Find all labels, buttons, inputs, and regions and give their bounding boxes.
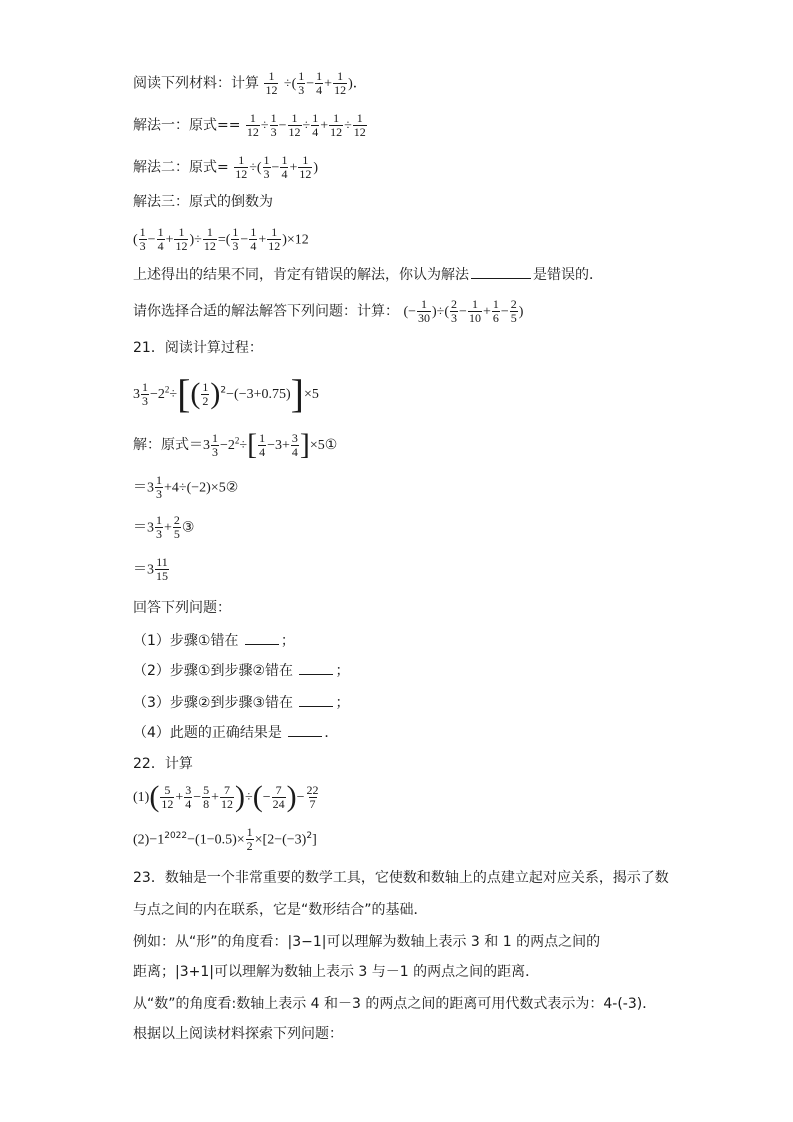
problem-23-line-6: 根据以上阅读材料探索下列问题： [133,1026,343,1042]
conclusion-line: 上述得出的结果不同，肯定有错误的解法，你认为解法 是错误的． [133,264,603,285]
method-three: 解法三：原式的倒数为 [133,194,273,210]
problem-22-expression-2: $(2)-1^{2022}-(1-0.5)\times$ $\frac{1}{2}$ $\times[2-(-3)^2]$ [133,825,317,854]
question-2: （2）步骤①到步骤②错在 ； [133,660,349,681]
question-4: （4）此题的正确结果是 ． [133,722,338,743]
problem-23-line-4: 距离；|3+1|可以理解为数轴上表示 3 与－1 的两点之间的距离． [133,964,540,980]
solution-step-2: ＝3 $\frac{1}{3}$ +4÷(−2)×5② [133,473,239,501]
answer-blank-1[interactable] [245,630,279,645]
solution-result: ＝3 $\frac{11}{15}$ [133,555,168,583]
task-line: 请你选择合适的解法解答下列问题：计算： (− $\frac{1}{30}$ )÷( $\frac{2}{3}$ − $\frac{1}{10}$ + $\frac{1}{6}$ − $\frac{2}{5}$ ) [133,297,524,325]
answer-blank-3[interactable] [299,692,333,707]
problem-22-title: 22．计算 [133,756,193,772]
answer-intro: 回答下列问题： [133,600,231,616]
method-one: 解法一：原式== $\frac{1}{12}$ ÷ $\frac{1}{3}$ − $\frac{1}{12}$ ÷ $\frac{1}{4}$ + $\frac{1}{12}$ ÷ $\frac{1}{12}$ [133,111,366,139]
question-1: （1）步骤①错在 ； [133,630,295,651]
problem-21-expression: 3 $\frac{1}{3}$ $-2^2\div$[( $\frac{1}{2}$ )$^2$−(−3+0.75)]×5 [133,371,319,416]
intro-line: 阅读下列材料：计算 $\frac{1}{12}$ ÷( $\frac{1}{3}$ − $\frac{1}{4}$ + $\frac{1}{12}$ )． [133,69,367,97]
problem-21-title: 21．阅读计算过程： [133,340,263,356]
problem-23-line-3: 例如：从“形”的角度看：|3−1|可以理解为数轴上表示 3 和 1 的两点之间的 [133,934,601,950]
reciprocal-expression: ( $\frac{1}{3}$ − $\frac{1}{4}$ + $\frac{1}{12}$ )÷ $\frac{1}{12}$ =( $\frac{1}{3}$ − $\frac{1}{4}$ + $\frac{1}{12}$ )×12 [133,225,309,253]
problem-22-expression-1: (1)( $\frac{5}{12}$ + $\frac{3}{4}$ − $\frac{5}{8}$ + $\frac{7}{12}$ )÷(− $\frac{7}{24}$ )− $\frac{22}{7}$ [133,780,319,813]
solution-step-1: 解：原式＝3 $\frac{1}{3}$ $-2^2\div$[ $\frac{1}{4}$ −3+ $\frac{3}{4}$ ]×5① [133,428,338,461]
question-3: （3）步骤②到步骤③错在 ； [133,692,349,713]
answer-blank-4[interactable] [288,722,322,737]
problem-23-line-1: 23．数轴是一个非常重要的数学工具，它使数和数轴上的点建立起对应关系，揭示了数 [133,870,669,886]
answer-blank-2[interactable] [299,660,333,675]
problem-23-line-5: 从“数”的角度看:数轴上表示 4 和－3 的两点之间的距离可用代数式表示为：4-(-3)． [133,996,657,1012]
problem-23-line-2: 与点之间的内在联系，它是“数形结合”的基础． [133,902,428,918]
solution-step-3: ＝3 $\frac{1}{3}$ + $\frac{2}{5}$ ③ [133,513,195,541]
answer-blank[interactable] [471,264,531,279]
method-two: 解法二：原式= $\frac{1}{12}$ ÷( $\frac{1}{3}$ − $\frac{1}{4}$ + $\frac{1}{12}$ ) [133,153,319,181]
